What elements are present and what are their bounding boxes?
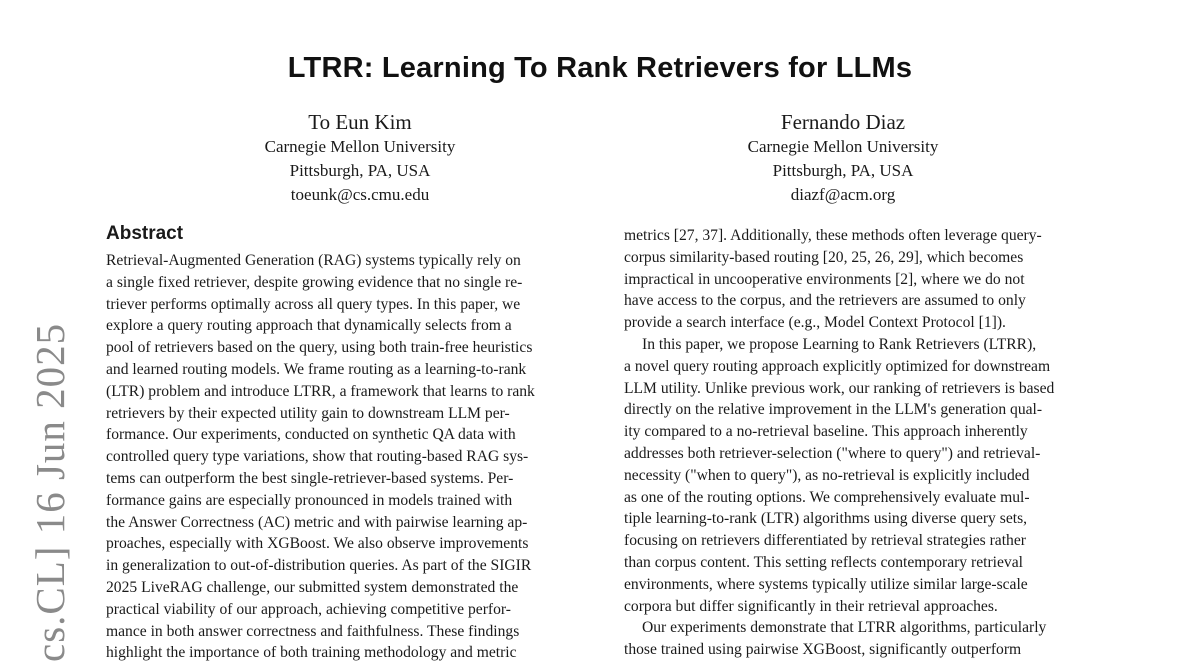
body-line: focusing on retrievers differentiated by retrieval strategies rather [624, 532, 1026, 550]
body-line: provide a search interface (e.g., Model Context Protocol [1]). [624, 314, 1006, 332]
body-line: In this paper, we propose Learning to Rank Retrievers (LTRR), [642, 335, 1037, 353]
abstract-line: triever performs optimally across all query types. In this paper, we [106, 295, 521, 313]
abstract-line: 2025 LiveRAG challenge, our submitted system demonstrated the [106, 578, 519, 596]
author-location: Pittsburgh, PA, USA [772, 161, 914, 180]
body-line: have access to the corpus, and the retrievers are assumed to only [624, 292, 1026, 310]
body-line: impractical in uncooperative environments [2], where we do not [624, 270, 1025, 288]
abstract-line: tems can outperform the best single-retriever-based systems. Per- [106, 469, 514, 487]
abstract-line: a single fixed retriever, despite growing evidence that no single re- [106, 273, 523, 291]
body-line: as one of the routing options. We comprehensively evaluate mul- [624, 488, 1030, 506]
abstract-line: explore a query routing approach that dynamically selects from a [106, 317, 512, 335]
abstract-section [106, 222, 578, 664]
body-line: ity compared to a no-retrieval baseline. This approach inherently [624, 423, 1028, 441]
body-text [624, 225, 1096, 661]
body-line: a novel query routing approach explicitly optimized for downstream [624, 357, 1051, 375]
abstract-line: highlight the importance of both training methodology and metric [106, 644, 517, 662]
body-line: addresses both retriever-selection ("where to query") and retrieval- [624, 444, 1041, 462]
author-block-2 [663, 109, 1023, 207]
abstract-body [106, 250, 578, 664]
body-line: corpora but differ significantly in their retrieval approaches. [624, 597, 998, 615]
body-line: those trained using pairwise XGBoost, significantly outperform [624, 641, 1022, 659]
author-block-1 [180, 109, 540, 207]
body-line: metrics [27, 37]. Additionally, these methods often leverage query- [624, 227, 1042, 244]
abstract-line: pool of retrievers based on the query, using both train-free heuristics [106, 339, 533, 357]
abstract-line: retrievers by their expected utility gain to downstream LLM per- [106, 404, 510, 422]
abstract-line: practical viability of our approach, achieving competitive perfor- [106, 600, 511, 618]
author-email: toeunk@cs.cmu.edu [290, 185, 430, 204]
author-name: Fernando Diaz [780, 110, 906, 134]
body-line: than corpus content. This setting reflects contemporary retrieval [624, 553, 1023, 571]
author-location: Pittsburgh, PA, USA [289, 161, 431, 180]
author-affiliation: Carnegie Mellon University [264, 137, 456, 156]
body-line: tiple learning-to-rank (LTR) algorithms using diverse query sets, [624, 510, 1028, 528]
abstract-line: formance gains are especially pronounced in models trained with [106, 491, 513, 509]
arxiv-side-stamp: cs.CL] 16 Jun 2025 [27, 322, 73, 662]
abstract-line: controlled query type variations, show that routing-based RAG sys- [106, 448, 529, 466]
abstract-line: the Answer Correctness (AC) metric and with pairwise learning ap- [106, 513, 528, 531]
abstract-line: formance. Our experiments, conducted on synthetic QA data with [106, 426, 516, 444]
author-affiliation: Carnegie Mellon University [747, 137, 939, 156]
body-line: necessity ("when to query"), as no-retrieval is explicitly included [624, 466, 1030, 484]
author-email: diazf@acm.org [790, 185, 896, 204]
abstract-line: (LTR) problem and introduce LTRR, a framework that learns to rank [106, 382, 535, 400]
abstract-heading: Abstract [106, 223, 184, 244]
body-line: Our experiments demonstrate that LTRR algorithms, particularly [642, 619, 1047, 637]
paper-title: LTRR: Learning To Rank Retrievers for LLMs [287, 52, 913, 84]
body-line: environments, where systems typically utilize similar large-scale [624, 575, 1028, 593]
body-line: directly on the relative improvement in the LLM's generation qual- [624, 401, 1043, 419]
body-right-column [624, 225, 1096, 661]
body-line: LLM utility. Unlike previous work, our ranking of retrievers is based [624, 379, 1055, 397]
abstract-line: and learned routing models. We frame routing as a learning-to-rank [106, 360, 527, 378]
abstract-line: in generalization to out-of-distribution queries. As part of the SIGIR [106, 557, 532, 575]
body-line: corpus similarity-based routing [20, 25, 26, 29], which becomes [624, 248, 1024, 266]
abstract-line: proaches, especially with XGBoost. We also observe improvements [106, 535, 529, 553]
abstract-line: Retrieval-Augmented Generation (RAG) systems typically rely on [106, 252, 521, 269]
abstract-line: mance in both answer correctness and faithfulness. These findings [106, 622, 520, 640]
author-name: To Eun Kim [308, 110, 412, 134]
